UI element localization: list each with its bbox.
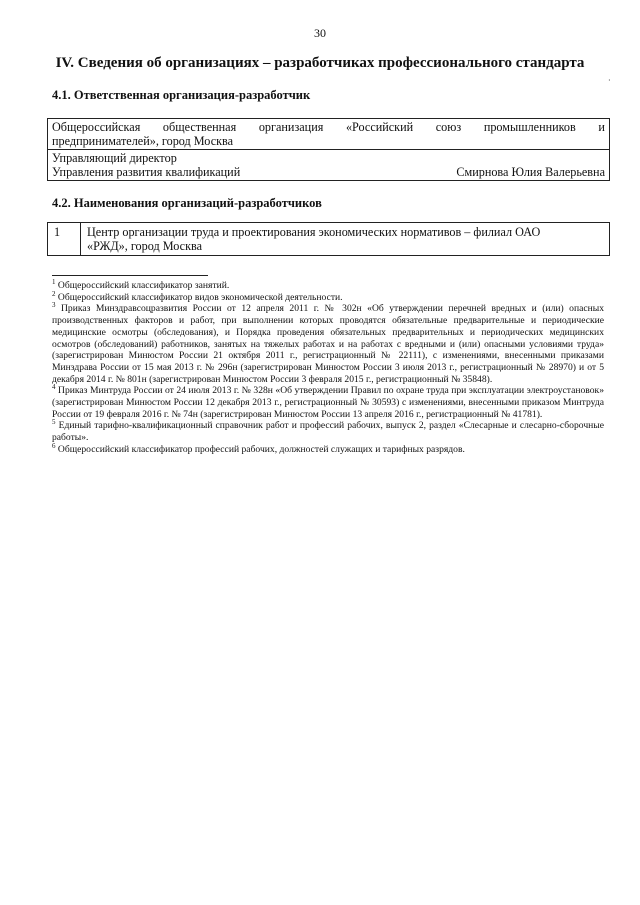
position-line2: Управления развития квалификаций [52, 165, 241, 179]
footnote-number: 4 [52, 383, 56, 392]
footnote-text: Общероссийский классификатор профессий рабочих, должностей служащих и тарифных разрядов. [57, 443, 465, 455]
footnote [52, 385, 604, 420]
word: и [598, 120, 605, 134]
footnote-text: Общероссийский классификатор видов экономической деятельности. [57, 291, 343, 303]
organization-name-line1 [52, 120, 605, 134]
footnote-number: 1 [52, 277, 56, 286]
position-line1: Управляющий директор [52, 151, 177, 165]
footnote [52, 277, 604, 292]
word: Общероссийская [52, 120, 141, 134]
table-row [48, 223, 610, 256]
footnote [52, 441, 604, 456]
section-title: IV. Сведения об организациях – разработчиках профессионального стандарта [55, 55, 585, 71]
organization-name-cell [48, 119, 610, 150]
footnote-text: Приказ Минздравсоцразвития России от 12 апреля 2011 г. № 302н «Об утверждении перечней вредных и (или) опасных производственных факторов и работ, при выполнении которых проводятся обязательные предварительные и периодические медицинские осмотры (обследования), и Порядка проведения обязательных предварительных и периодических медицинских осмотров (обследований) работников, занятых на тяжелых работах и на работах с вредными и (или) опасными условиями труда» (зарегистрирован Минюстом России 21 октября 2011 г., регистрационный № 22111), с изменениями, внесенными приказами Минздрава России от 15 мая 2013 г. № 296н (зарегистрирован Минюстом России 3 июля 2013 г., регистрационный № 28970) и от 5 декабря 2014 г. № 801н (зарегистрирован Минюстом России 3 февраля 2015 г., регистрационный № 35848). [52, 303, 604, 385]
developer-organization-cell [81, 223, 610, 256]
developer-organization-line2: «РЖД», город Москва [87, 239, 203, 253]
footnote-number: 5 [52, 418, 56, 427]
footnote-number: 3 [52, 301, 56, 310]
table-row [48, 150, 610, 181]
footnote-number: 6 [52, 441, 56, 450]
responsible-organization-table [47, 118, 610, 181]
subsection-title-developers: 4.2. Наименования организаций-разработчиков [52, 196, 322, 210]
row-number: 1 [48, 223, 81, 256]
page-number: 30 [314, 26, 326, 40]
footnotes [52, 277, 604, 456]
footnote-number: 2 [52, 289, 56, 298]
footnote [52, 420, 604, 443]
word: общественная [162, 120, 237, 134]
word: промышленников [483, 120, 576, 134]
position-line2-row [52, 165, 605, 179]
footnote [52, 303, 604, 385]
word: союз [435, 120, 462, 134]
responsible-person-cell [48, 150, 610, 181]
footnote [52, 289, 604, 304]
scan-mark: · [608, 76, 611, 85]
developer-organizations-table [47, 222, 610, 256]
developer-organization-line1: Центр организации труда и проектирования экономических нормативов – филиал ОАО [87, 225, 541, 239]
footnote-text: Единый тарифно-квалификационный справочник работ и профессий рабочих, выпуск 2, раздел «Слесарные и слесарно-сборочные работы». [52, 420, 604, 444]
footnote-separator [52, 275, 208, 276]
organization-name-line2: предпринимателей», город Москва [52, 134, 234, 148]
table-row [48, 119, 610, 150]
footnote-text: Общероссийский классификатор занятий. [57, 280, 230, 291]
footnote-text: Приказ Минтруда России от 24 июля 2013 г. № 328н «Об утверждении Правил по охране труда при эксплуатации электроустановок» (зарегистрирован Минюстом России 12 декабря 2013 г., регистрационный № 30593) с изменениями, внесенными приказом Минтруда России от 19 февраля 2016 г. № 74н (зарегистрирован Минюстом России 13 апреля 2016 г., регистрационный № 41781). [52, 385, 604, 420]
word: организация [258, 120, 324, 134]
person-name: Смирнова Юлия Валерьевна [456, 165, 605, 179]
subsection-title-responsible: 4.1. Ответственная организация-разработчик [52, 88, 311, 102]
word: «Российский [345, 120, 414, 134]
